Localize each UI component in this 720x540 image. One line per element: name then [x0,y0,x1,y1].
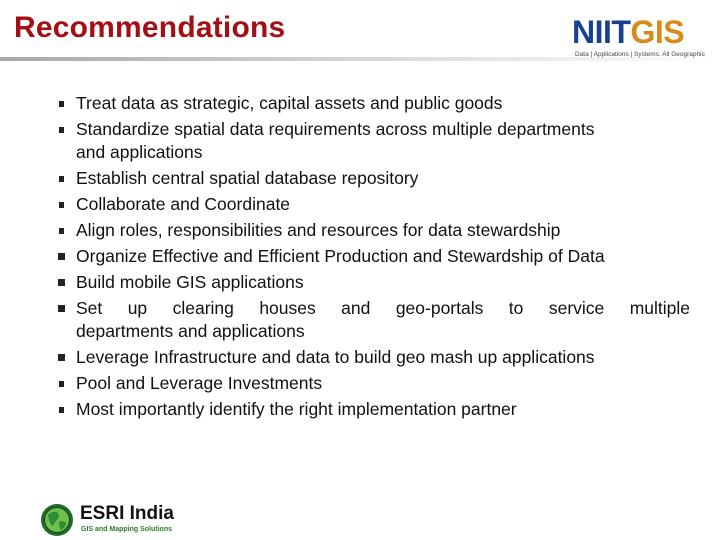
list-item: Set up clearing houses and geo-portals to service multiple departments and applications [58,297,690,343]
gis-wordmark-part: GIS [630,14,685,50]
niit-wordmark-part: NIIT [572,14,631,50]
niit-gis-wordmark [572,14,684,50]
globe-icon [40,503,74,537]
esri-brand-name: ESRI India [80,503,174,524]
esri-india-logo [40,503,210,537]
list-item: Collaborate and Coordinate [58,193,690,216]
list-item: Leverage Infrastructure and data to build geo mash up applications [58,346,690,369]
niit-gis-logo [572,14,714,64]
niit-tagline: Data | Applications | Systems. All Geographic [575,51,705,58]
recommendation-list [58,92,690,424]
list-item: Most importantly identify the right implementation partner [58,398,690,421]
list-item: Standardize spatial data requirements across multiple departments and applications [58,118,690,164]
slide-title: Recommendations [14,11,286,44]
esri-subtitle: GIS and Mapping Solutions [81,526,172,533]
list-item: Organize Effective and Efficient Production and Stewardship of Data [58,245,690,268]
list-item: Build mobile GIS applications [58,271,690,294]
list-item: Establish central spatial database repository [58,167,690,190]
list-item: Treat data as strategic, capital assets and public goods [58,92,690,115]
list-item: Align roles, responsibilities and resources for data stewardship [58,219,690,242]
list-item: Pool and Leverage Investments [58,372,690,395]
